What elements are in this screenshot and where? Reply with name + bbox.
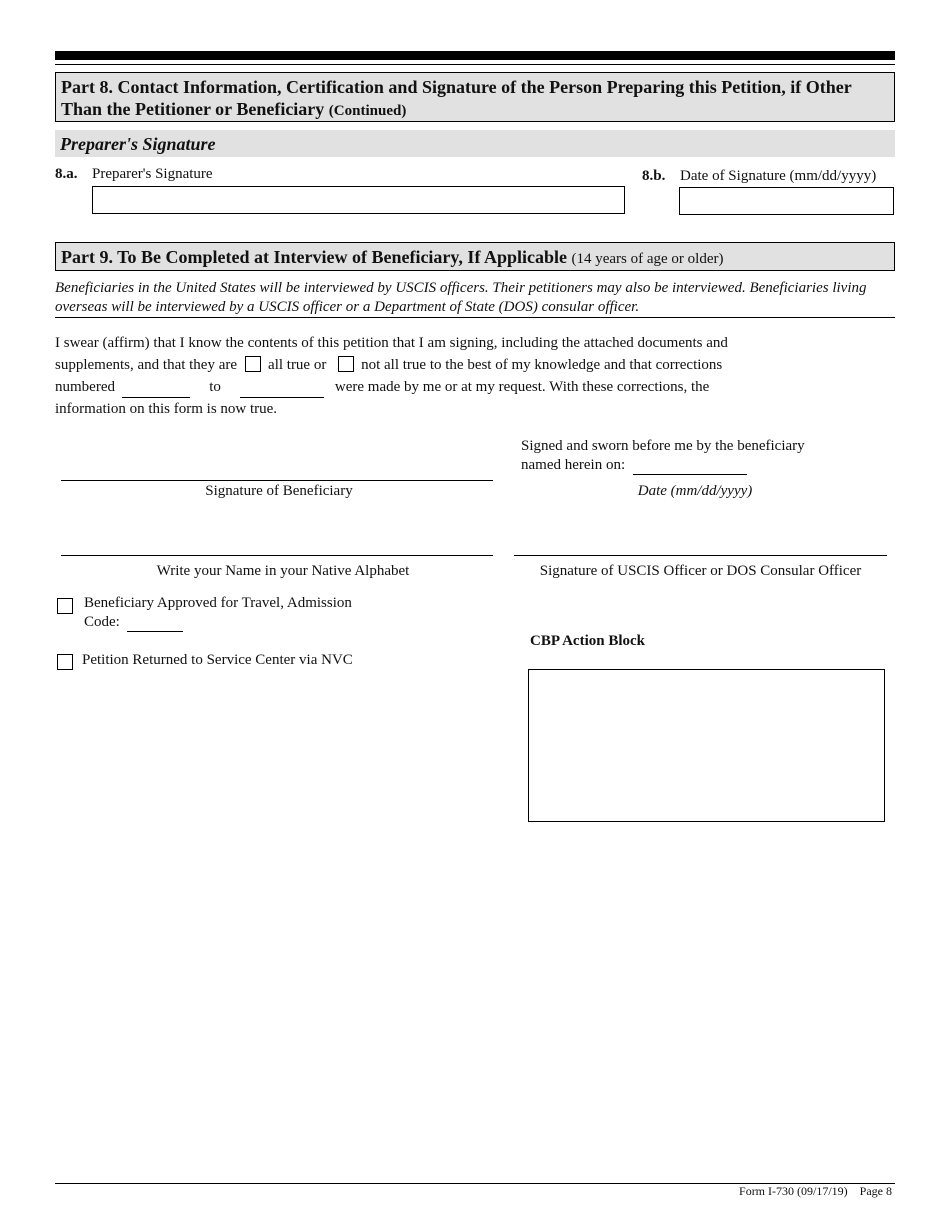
- preparer-signature-section-title: Preparer's Signature: [55, 130, 895, 157]
- all-true-label: all true or: [268, 357, 327, 373]
- correction-to-field[interactable]: [240, 380, 324, 398]
- page-footer: [739, 1184, 892, 1199]
- oath-paragraph: [55, 332, 775, 420]
- officer-signature-caption: Signature of USCIS Officer or DOS Consular Officer: [539, 563, 862, 579]
- officer-signature-line[interactable]: [514, 555, 887, 556]
- correction-from-field[interactable]: [122, 380, 190, 398]
- sworn-date-caption: Date (mm/dd/yyyy): [637, 483, 753, 499]
- approved-travel-label-line-1: Beneficiary Approved for Travel, Admission: [84, 595, 352, 611]
- oath-line-3-suffix: were made by me or at my request. With these corrections, the: [334, 379, 710, 395]
- admission-code-field[interactable]: [127, 617, 183, 632]
- part9-subtitle: (14 years of age or older): [571, 251, 724, 267]
- approved-travel-label: [84, 594, 352, 632]
- cbp-action-block: [528, 669, 885, 822]
- oath-line-4: information on this form is now true.: [55, 401, 278, 417]
- part8-title: Part 8. Contact Information, Certification and Signature of the Person Preparing this Petition, if Other Than the Petitioner or Beneficiary: [61, 77, 852, 119]
- not-all-true-label: not all true to the best of my knowledge and that corrections: [361, 357, 723, 373]
- part8-continued: (Continued): [328, 103, 407, 119]
- oath-line-3: [55, 376, 775, 398]
- beneficiary-signature-caption: Signature of Beneficiary: [205, 483, 353, 499]
- petition-returned-label: Petition Returned to Service Center via NVC: [82, 652, 353, 668]
- part8-header: [55, 72, 895, 122]
- not-all-true-checkbox[interactable]: [338, 356, 354, 372]
- footer-page-number: Page 8: [859, 1184, 892, 1198]
- sworn-text-line-2: [521, 456, 841, 475]
- approved-travel-label-line-2: [84, 613, 352, 632]
- sworn-text-line-1: Signed and sworn before me by the beneficiary: [521, 438, 805, 454]
- oath-line-2-prefix: supplements, and that they are: [55, 357, 238, 373]
- approved-travel-checkbox[interactable]: [57, 598, 73, 614]
- admission-code-label: Code:: [84, 614, 120, 630]
- part9-title: Part 9. To Be Completed at Interview of Beneficiary, If Applicable: [61, 247, 567, 267]
- preparer-signature-field[interactable]: [92, 186, 625, 214]
- item-8a-label: Preparer's Signature: [92, 166, 213, 182]
- oath-line-2: [55, 354, 775, 376]
- item-8b-number: 8.b.: [642, 168, 666, 184]
- date-of-signature-field[interactable]: [679, 187, 894, 215]
- top-thin-rule: [55, 64, 895, 65]
- footer-form-id: Form I-730 (09/17/19): [739, 1184, 848, 1198]
- sworn-statement: [521, 437, 841, 475]
- beneficiary-signature-line[interactable]: [61, 480, 493, 481]
- item-8b-label: Date of Signature (mm/dd/yyyy): [680, 168, 877, 184]
- item-8a-number: 8.a.: [55, 166, 78, 182]
- sworn-date-field[interactable]: [633, 459, 747, 475]
- native-alphabet-caption: Write your Name in your Native Alphabet: [156, 563, 410, 579]
- to-label: to: [209, 379, 221, 395]
- native-alphabet-line[interactable]: [61, 555, 493, 556]
- all-true-checkbox[interactable]: [245, 356, 261, 372]
- oath-line-1: I swear (affirm) that I know the contents of this petition that I am signing, including the attached documents and: [55, 335, 728, 351]
- cbp-action-block-title: CBP Action Block: [530, 633, 646, 649]
- part9-header: [55, 242, 895, 271]
- part9-intro: Beneficiaries in the United States will be interviewed by USCIS officers. Their petitioners may also be interviewed. Beneficiaries living overseas will be interviewed by a USCIS officer or a Department of State (DOS) consular officer.: [55, 279, 895, 318]
- sworn-text-prefix: named herein on:: [521, 457, 626, 473]
- top-thick-rule: [55, 51, 895, 60]
- numbered-label: numbered: [55, 379, 115, 395]
- petition-returned-checkbox[interactable]: [57, 654, 73, 670]
